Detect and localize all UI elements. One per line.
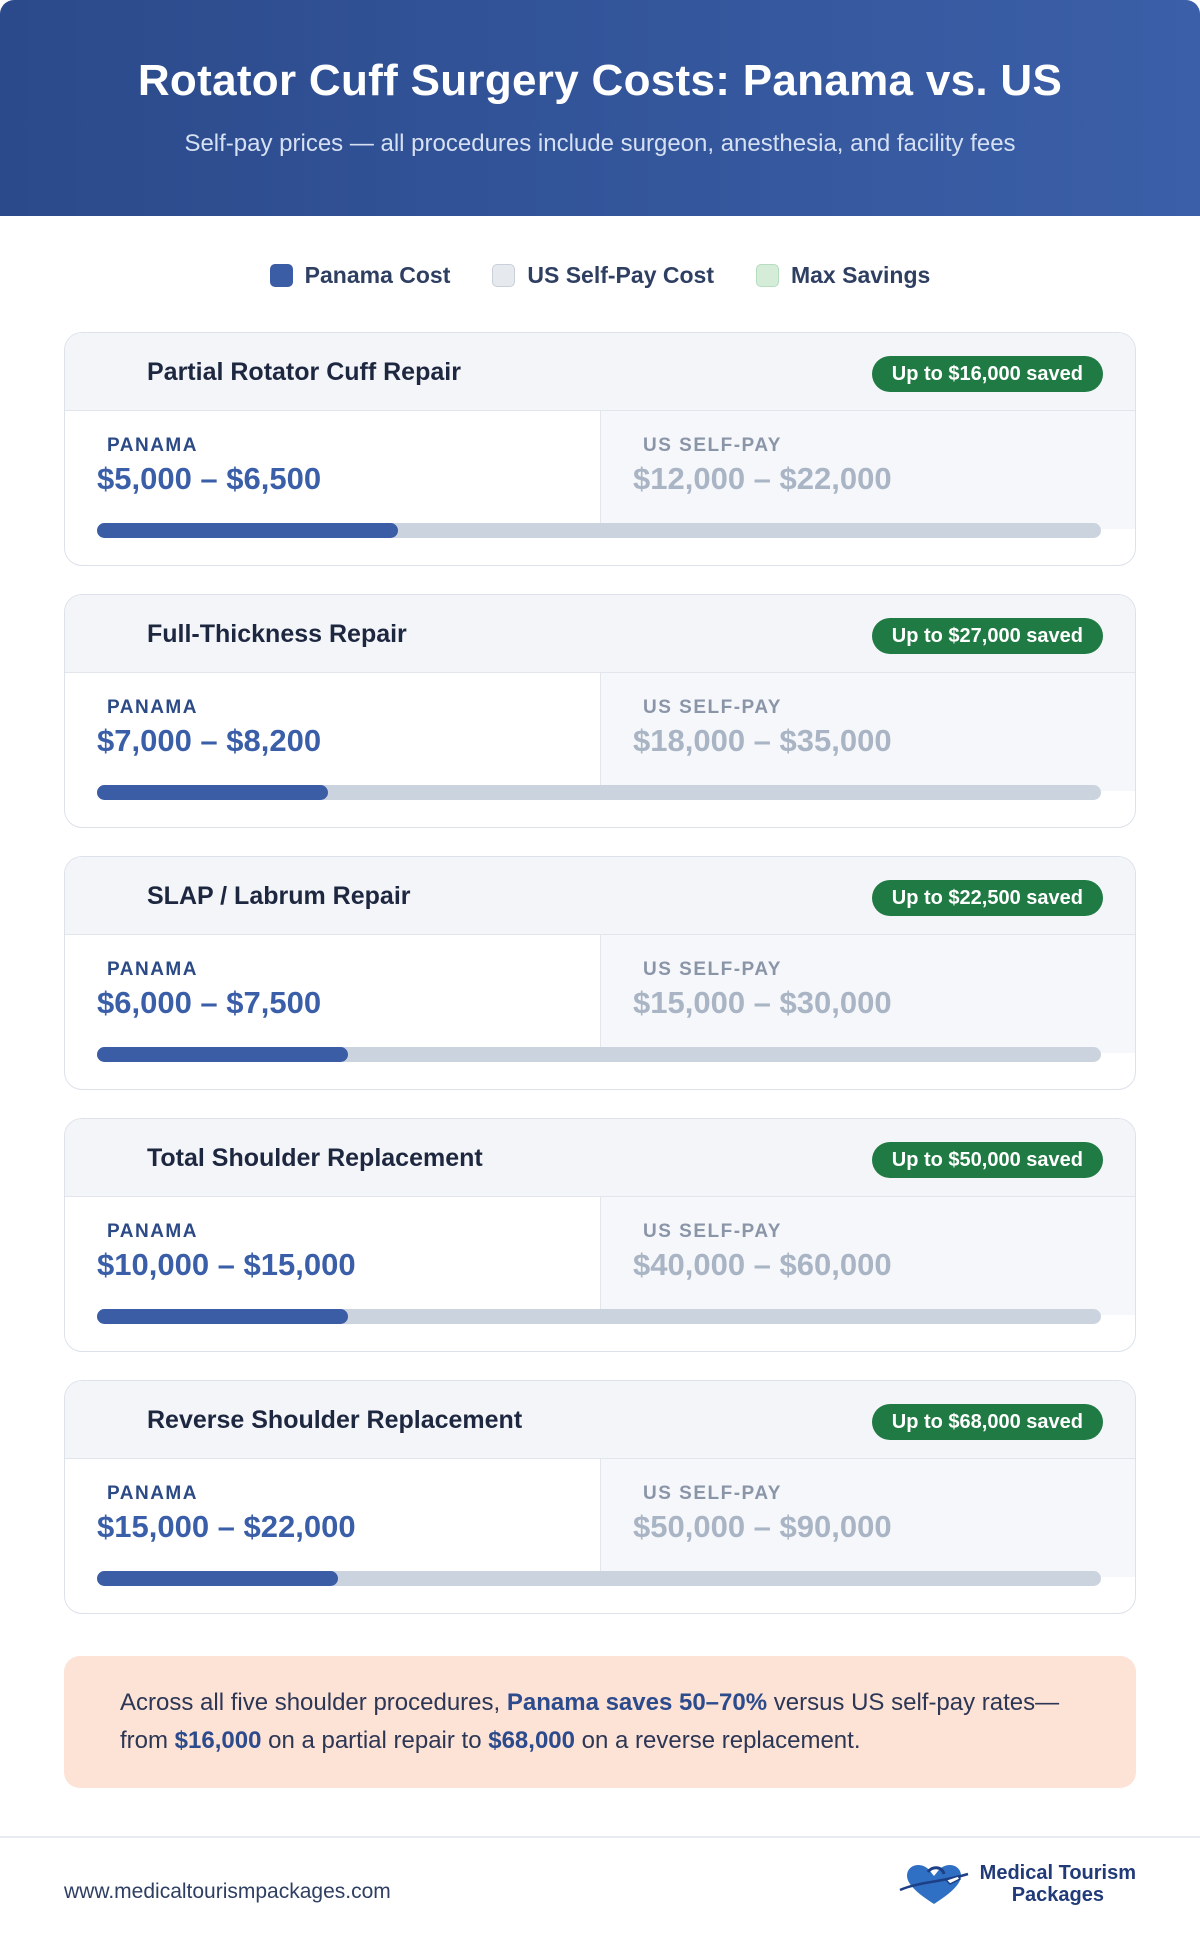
panama-label: PANAMA bbox=[107, 959, 198, 980]
procedure-card bbox=[64, 332, 1136, 566]
legend-label-savings: Max Savings bbox=[790, 262, 931, 288]
legend-label-us: US Self-Pay Cost bbox=[527, 262, 714, 288]
us-price: $40,000 – $60,000 bbox=[633, 1247, 892, 1282]
legend-item-panama bbox=[270, 262, 451, 289]
summary-text-1: Across all five shoulder procedures, bbox=[120, 1689, 507, 1716]
us-label: US SELF-PAY bbox=[643, 959, 782, 980]
us-price: $15,000 – $30,000 bbox=[633, 985, 892, 1020]
summary-text-3: on a partial repair to bbox=[261, 1727, 489, 1754]
us-column bbox=[601, 1197, 1136, 1315]
procedure-card bbox=[64, 594, 1136, 828]
card-header bbox=[65, 595, 1135, 673]
panama-price: $7,000 – $8,200 bbox=[97, 723, 322, 758]
logo-line-1: Medical Tourism bbox=[979, 1862, 1136, 1884]
panama-price: $15,000 – $22,000 bbox=[97, 1509, 356, 1544]
savings-badge: Up to $68,000 saved bbox=[872, 1404, 1103, 1440]
us-column bbox=[601, 411, 1136, 529]
panama-column bbox=[65, 411, 601, 529]
panama-label: PANAMA bbox=[107, 435, 198, 456]
legend bbox=[0, 262, 1200, 289]
legend-swatch-panama bbox=[270, 264, 293, 287]
procedure-name: Total Shoulder Replacement bbox=[147, 1144, 483, 1172]
footer-divider bbox=[0, 1836, 1200, 1838]
us-label: US SELF-PAY bbox=[643, 1483, 782, 1504]
procedure-card bbox=[64, 1380, 1136, 1614]
card-header bbox=[65, 1381, 1135, 1459]
heart-airplane-icon bbox=[898, 1860, 970, 1908]
panama-column bbox=[65, 935, 601, 1053]
summary-highlight-percent: Panama saves 50–70% bbox=[506, 1689, 768, 1716]
us-label: US SELF-PAY bbox=[643, 435, 782, 456]
header-banner bbox=[0, 0, 1200, 216]
savings-badge: Up to $27,000 saved bbox=[872, 618, 1103, 654]
legend-item-us bbox=[492, 262, 714, 289]
comparison-bar-track bbox=[97, 523, 1101, 538]
legend-item-savings bbox=[756, 262, 930, 289]
logo-text bbox=[980, 1862, 1136, 1906]
comparison-bar-track bbox=[97, 1309, 1101, 1324]
legend-label-panama: Panama Cost bbox=[304, 262, 451, 288]
summary-text-2: versus US self-pay rates—from bbox=[120, 1689, 1060, 1754]
savings-badge: Up to $22,500 saved bbox=[872, 880, 1103, 916]
us-price: $50,000 – $90,000 bbox=[633, 1509, 892, 1544]
procedure-name: Full-Thickness Repair bbox=[147, 620, 407, 648]
panama-column bbox=[65, 673, 601, 791]
brand-logo bbox=[898, 1860, 1136, 1908]
summary-highlight-max: $68,000 bbox=[488, 1727, 575, 1754]
procedure-name: SLAP / Labrum Repair bbox=[147, 882, 411, 910]
us-column bbox=[601, 935, 1136, 1053]
panama-price: $6,000 – $7,500 bbox=[97, 985, 322, 1020]
comparison-bar-track bbox=[97, 1047, 1101, 1062]
panama-label: PANAMA bbox=[107, 1483, 198, 1504]
savings-badge: Up to $16,000 saved bbox=[872, 356, 1103, 392]
legend-swatch-us bbox=[492, 264, 515, 287]
summary-text-4: on a reverse replacement. bbox=[575, 1727, 861, 1754]
panama-label: PANAMA bbox=[107, 697, 198, 718]
procedure-card bbox=[64, 856, 1136, 1090]
panama-price: $5,000 – $6,500 bbox=[97, 461, 322, 496]
website-link[interactable]: www.medicaltourismpackages.com bbox=[64, 1880, 391, 1903]
card-header bbox=[65, 1119, 1135, 1197]
summary-highlight-min: $16,000 bbox=[174, 1727, 262, 1754]
panama-bar-fill bbox=[97, 1047, 348, 1062]
card-header bbox=[65, 333, 1135, 411]
comparison-bar-track bbox=[97, 1571, 1101, 1586]
procedure-name: Partial Rotator Cuff Repair bbox=[147, 358, 461, 386]
us-price: $18,000 – $35,000 bbox=[633, 723, 892, 758]
page-subtitle: Self-pay prices — all procedures include surgeon, anesthesia, and facility fees bbox=[184, 130, 1016, 157]
panama-bar-fill bbox=[97, 1571, 338, 1586]
procedure-card bbox=[64, 1118, 1136, 1352]
panama-label: PANAMA bbox=[107, 1221, 198, 1242]
us-column bbox=[601, 673, 1136, 791]
panama-bar-fill bbox=[97, 1309, 348, 1324]
us-label: US SELF-PAY bbox=[643, 697, 782, 718]
panama-column bbox=[65, 1459, 601, 1577]
comparison-bar-track bbox=[97, 785, 1101, 800]
procedure-name: Reverse Shoulder Replacement bbox=[147, 1406, 523, 1434]
panama-bar-fill bbox=[97, 523, 398, 538]
us-price: $12,000 – $22,000 bbox=[633, 461, 892, 496]
panama-column bbox=[65, 1197, 601, 1315]
panama-price: $10,000 – $15,000 bbox=[97, 1247, 356, 1282]
logo-line-2: Packages bbox=[1011, 1884, 1104, 1906]
card-header bbox=[65, 857, 1135, 935]
panama-bar-fill bbox=[97, 785, 328, 800]
legend-swatch-savings bbox=[756, 264, 779, 287]
us-label: US SELF-PAY bbox=[643, 1221, 782, 1242]
us-column bbox=[601, 1459, 1136, 1577]
page-title: Rotator Cuff Surgery Costs: Panama vs. US bbox=[137, 56, 1063, 105]
savings-badge: Up to $50,000 saved bbox=[872, 1142, 1103, 1178]
summary-callout bbox=[64, 1656, 1136, 1788]
